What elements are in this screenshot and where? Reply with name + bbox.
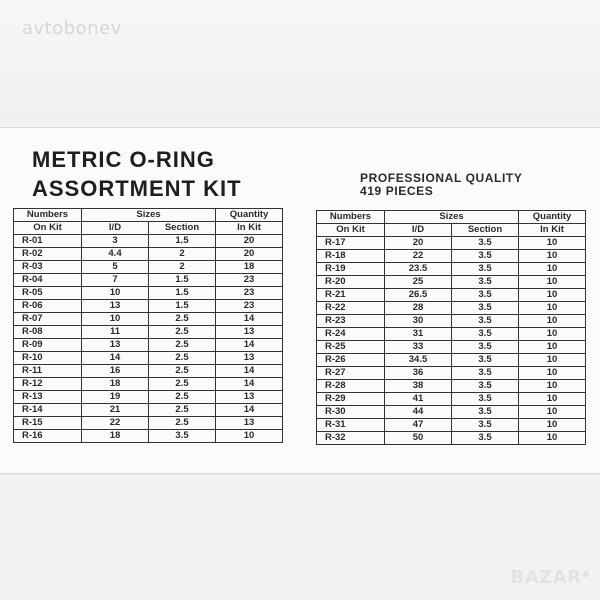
watermark-bazar-logo — [511, 567, 590, 588]
cell-id: 10 — [82, 313, 149, 326]
cell-number: R-28 — [317, 380, 385, 393]
table-row — [14, 287, 283, 300]
header-section: Section — [452, 224, 519, 237]
header-section: Section — [149, 222, 216, 235]
cell-section: 3.5 — [452, 406, 519, 419]
watermark-bazar-dot: ● — [582, 569, 590, 578]
cell-section: 1.5 — [149, 274, 216, 287]
cell-quantity: 14 — [216, 404, 283, 417]
table-row — [317, 419, 586, 432]
table-row — [14, 313, 283, 326]
cell-quantity: 10 — [519, 263, 586, 276]
table-row — [317, 276, 586, 289]
cell-section: 3.5 — [452, 302, 519, 315]
cell-number: R-31 — [317, 419, 385, 432]
cell-id: 22 — [385, 250, 452, 263]
cell-number: R-10 — [14, 352, 82, 365]
cell-quantity: 10 — [519, 341, 586, 354]
cell-section: 2.5 — [149, 313, 216, 326]
cell-quantity: 10 — [519, 315, 586, 328]
table-row — [14, 339, 283, 352]
cell-id: 11 — [82, 326, 149, 339]
cell-number: R-04 — [14, 274, 82, 287]
cell-section: 3.5 — [452, 354, 519, 367]
cell-section: 3.5 — [452, 367, 519, 380]
cell-id: 23.5 — [385, 263, 452, 276]
cell-section: 3.5 — [149, 430, 216, 443]
table-row — [14, 352, 283, 365]
table-row — [14, 404, 283, 417]
kit-subtitle-line2: 419 PIECES — [360, 184, 434, 198]
cell-section: 1.5 — [149, 235, 216, 248]
cell-number: R-09 — [14, 339, 82, 352]
cell-id: 47 — [385, 419, 452, 432]
cell-number: R-22 — [317, 302, 385, 315]
kit-title — [32, 145, 242, 203]
cell-quantity: 18 — [216, 261, 283, 274]
cell-id: 21 — [82, 404, 149, 417]
cell-quantity: 10 — [519, 289, 586, 302]
cell-section: 3.5 — [452, 419, 519, 432]
table-row — [14, 274, 283, 287]
table-row — [14, 365, 283, 378]
cell-id: 22 — [82, 417, 149, 430]
cell-section: 2.5 — [149, 326, 216, 339]
cell-section: 2 — [149, 261, 216, 274]
cell-quantity: 10 — [519, 302, 586, 315]
cell-section: 3.5 — [452, 250, 519, 263]
cell-number: R-03 — [14, 261, 82, 274]
cell-quantity: 13 — [216, 391, 283, 404]
cell-quantity: 10 — [519, 432, 586, 445]
cell-section: 1.5 — [149, 300, 216, 313]
cell-id: 28 — [385, 302, 452, 315]
cell-section: 2.5 — [149, 391, 216, 404]
table-row — [317, 237, 586, 250]
cell-number: R-17 — [317, 237, 385, 250]
cell-section: 3.5 — [452, 276, 519, 289]
table-row — [317, 315, 586, 328]
table-row — [317, 354, 586, 367]
table-row — [14, 417, 283, 430]
cell-quantity: 10 — [519, 354, 586, 367]
cell-id: 18 — [82, 378, 149, 391]
cell-id: 50 — [385, 432, 452, 445]
cell-quantity: 13 — [216, 352, 283, 365]
watermark-avtobonev: avtobonev — [22, 18, 122, 39]
cell-number: R-07 — [14, 313, 82, 326]
cell-quantity: 10 — [519, 380, 586, 393]
cell-id: 19 — [82, 391, 149, 404]
table-row — [14, 235, 283, 248]
table-row — [14, 326, 283, 339]
cell-number: R-01 — [14, 235, 82, 248]
cell-quantity: 20 — [216, 235, 283, 248]
table-header-row — [317, 211, 586, 224]
cell-id: 13 — [82, 300, 149, 313]
header-sizes: Sizes — [82, 209, 216, 222]
cell-number: R-19 — [317, 263, 385, 276]
kit-title-line2: ASSORTMENT KIT — [32, 176, 242, 201]
cell-quantity: 10 — [519, 419, 586, 432]
table-row — [317, 432, 586, 445]
table-row — [317, 380, 586, 393]
table-row — [317, 341, 586, 354]
cell-section: 2.5 — [149, 352, 216, 365]
cell-quantity: 23 — [216, 300, 283, 313]
cell-quantity: 23 — [216, 274, 283, 287]
cell-quantity: 23 — [216, 287, 283, 300]
cell-number: R-23 — [317, 315, 385, 328]
cell-number: R-18 — [317, 250, 385, 263]
header-in-kit: In Kit — [216, 222, 283, 235]
table-subheader-row — [14, 222, 283, 235]
cell-id: 34.5 — [385, 354, 452, 367]
table-row — [14, 378, 283, 391]
cell-id: 14 — [82, 352, 149, 365]
cell-section: 1.5 — [149, 287, 216, 300]
cell-number: R-27 — [317, 367, 385, 380]
table-row — [317, 302, 586, 315]
cell-section: 3.5 — [452, 432, 519, 445]
cell-quantity: 14 — [216, 378, 283, 391]
cell-id: 10 — [82, 287, 149, 300]
table-row — [14, 430, 283, 443]
table-row — [317, 393, 586, 406]
header-on-kit: On Kit — [317, 224, 385, 237]
table-row — [317, 367, 586, 380]
cell-quantity: 14 — [216, 365, 283, 378]
cell-id: 5 — [82, 261, 149, 274]
cell-number: R-14 — [14, 404, 82, 417]
cell-number: R-32 — [317, 432, 385, 445]
cell-number: R-24 — [317, 328, 385, 341]
size-table-right — [316, 210, 586, 445]
cell-section: 3.5 — [452, 263, 519, 276]
table-row — [317, 263, 586, 276]
cell-number: R-29 — [317, 393, 385, 406]
cell-number: R-11 — [14, 365, 82, 378]
cell-number: R-16 — [14, 430, 82, 443]
header-numbers: Numbers — [14, 209, 82, 222]
cell-number: R-26 — [317, 354, 385, 367]
cell-section: 2.5 — [149, 365, 216, 378]
cell-number: R-30 — [317, 406, 385, 419]
cell-section: 2 — [149, 248, 216, 261]
cell-id: 16 — [82, 365, 149, 378]
cell-id: 38 — [385, 380, 452, 393]
header-id: I/D — [385, 224, 452, 237]
cell-quantity: 20 — [216, 248, 283, 261]
cell-section: 3.5 — [452, 289, 519, 302]
cell-quantity: 13 — [216, 417, 283, 430]
table-row — [317, 328, 586, 341]
table-subheader-row — [317, 224, 586, 237]
kit-title-line1: METRIC O-RING — [32, 147, 215, 172]
header-on-kit: On Kit — [14, 222, 82, 235]
header-in-kit: In Kit — [519, 224, 586, 237]
cell-quantity: 10 — [519, 237, 586, 250]
cell-section: 2.5 — [149, 339, 216, 352]
cell-section: 3.5 — [452, 380, 519, 393]
table-row — [317, 406, 586, 419]
table-row — [14, 300, 283, 313]
cell-section: 3.5 — [452, 237, 519, 250]
header-quantity: Quantity — [216, 209, 283, 222]
cell-id: 7 — [82, 274, 149, 287]
cell-quantity: 10 — [216, 430, 283, 443]
cell-id: 18 — [82, 430, 149, 443]
cell-id: 3 — [82, 235, 149, 248]
cell-section: 2.5 — [149, 378, 216, 391]
cell-number: R-02 — [14, 248, 82, 261]
cell-section: 2.5 — [149, 404, 216, 417]
table-header-row — [14, 209, 283, 222]
cell-id: 41 — [385, 393, 452, 406]
table-row — [14, 391, 283, 404]
cell-number: R-12 — [14, 378, 82, 391]
table-row — [14, 261, 283, 274]
cell-number: R-15 — [14, 417, 82, 430]
cell-section: 2.5 — [149, 417, 216, 430]
cell-id: 25 — [385, 276, 452, 289]
header-quantity: Quantity — [519, 211, 586, 224]
cell-quantity: 10 — [519, 367, 586, 380]
cell-id: 30 — [385, 315, 452, 328]
cell-quantity: 14 — [216, 339, 283, 352]
cell-section: 3.5 — [452, 315, 519, 328]
cell-quantity: 10 — [519, 406, 586, 419]
cell-id: 33 — [385, 341, 452, 354]
cell-id: 4.4 — [82, 248, 149, 261]
cell-id: 36 — [385, 367, 452, 380]
cell-quantity: 10 — [519, 276, 586, 289]
cell-id: 26.5 — [385, 289, 452, 302]
size-table-left — [13, 208, 283, 443]
cell-number: R-06 — [14, 300, 82, 313]
table-row — [14, 248, 283, 261]
cell-number: R-20 — [317, 276, 385, 289]
cell-quantity: 10 — [519, 250, 586, 263]
kit-subtitle-line1: PROFESSIONAL QUALITY — [360, 171, 523, 185]
cell-number: R-08 — [14, 326, 82, 339]
cell-quantity: 13 — [216, 326, 283, 339]
cell-quantity: 10 — [519, 328, 586, 341]
header-id: I/D — [82, 222, 149, 235]
watermark-bazar-text: BAZAR — [510, 567, 582, 588]
cell-number: R-25 — [317, 341, 385, 354]
cell-section: 3.5 — [452, 393, 519, 406]
cell-number: R-21 — [317, 289, 385, 302]
cell-id: 31 — [385, 328, 452, 341]
cell-section: 3.5 — [452, 328, 519, 341]
cell-quantity: 10 — [519, 393, 586, 406]
cell-id: 44 — [385, 406, 452, 419]
table-row — [317, 250, 586, 263]
header-sizes: Sizes — [385, 211, 519, 224]
kit-subtitle — [360, 172, 522, 198]
cell-id: 20 — [385, 237, 452, 250]
cell-quantity: 14 — [216, 313, 283, 326]
cell-section: 3.5 — [452, 341, 519, 354]
cell-id: 13 — [82, 339, 149, 352]
cell-number: R-13 — [14, 391, 82, 404]
header-numbers: Numbers — [317, 211, 385, 224]
cell-number: R-05 — [14, 287, 82, 300]
table-row — [317, 289, 586, 302]
